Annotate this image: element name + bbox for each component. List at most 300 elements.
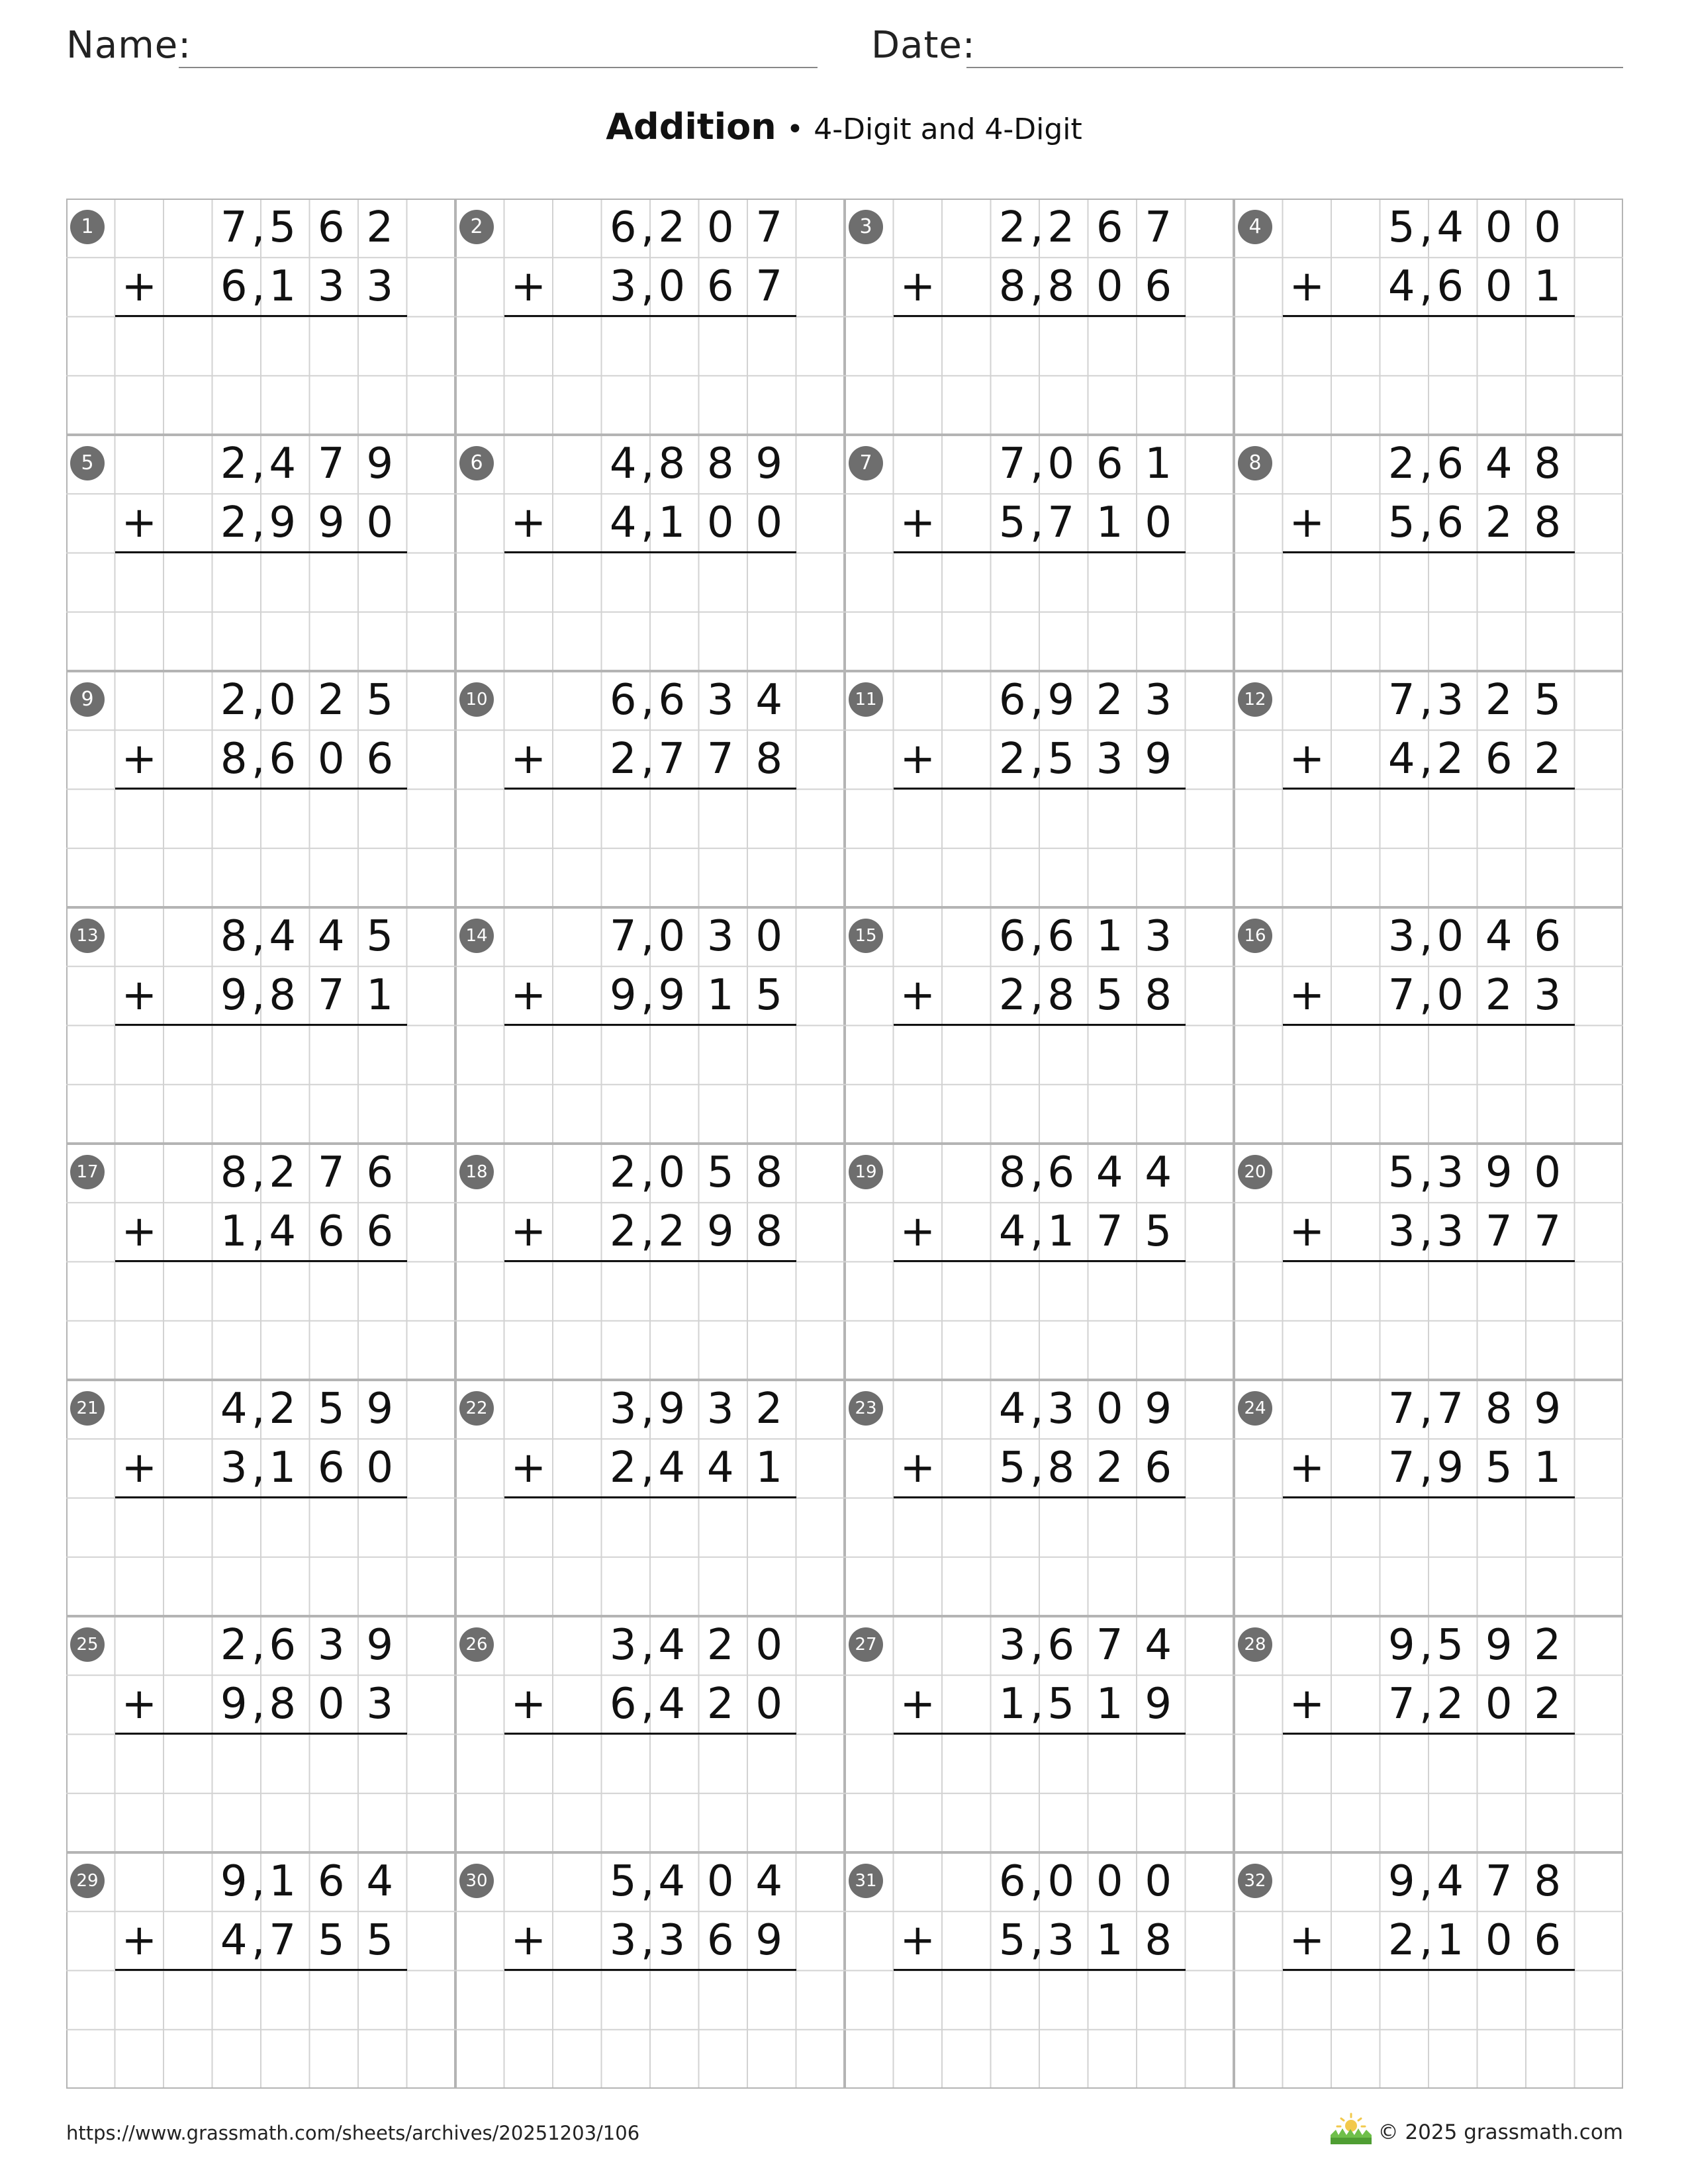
problem-12 — [1234, 671, 1623, 907]
thousands-comma: , — [641, 1621, 655, 1670]
digit: 0 — [755, 498, 783, 548]
answer-area[interactable] — [66, 1971, 455, 2089]
digit: 3 — [1047, 1385, 1075, 1433]
digit: 7 — [609, 912, 637, 961]
digit: 6 — [998, 1857, 1026, 1906]
digit: 6 — [1436, 262, 1464, 312]
digit: 3 — [1436, 676, 1464, 725]
digit: 5 — [755, 971, 783, 1021]
answer-area[interactable] — [845, 790, 1234, 908]
digit: 8 — [1047, 971, 1075, 1021]
digit: 0 — [1096, 1857, 1123, 1906]
thousands-comma: , — [641, 676, 655, 725]
addend-top — [1234, 199, 1623, 257]
digit: 0 — [1096, 1385, 1123, 1433]
thousands-comma: , — [641, 498, 655, 548]
problem-number-badge: 29 — [70, 1864, 105, 1898]
problem-number-badge: 30 — [459, 1864, 494, 1898]
digit: 9 — [755, 439, 783, 488]
digit: 4 — [220, 1916, 248, 1966]
digit: 2 — [706, 1680, 734, 1729]
plus-sign: + — [900, 735, 936, 784]
digit: 1 — [1096, 498, 1123, 548]
digit: 7 — [1047, 498, 1075, 548]
digit: 2 — [1436, 735, 1464, 784]
digit: 5 — [998, 1916, 1026, 1966]
addend-top — [1234, 1852, 1623, 1911]
digit: 1 — [366, 971, 394, 1021]
digit: 8 — [1534, 1857, 1562, 1906]
digit: 2 — [269, 1385, 297, 1433]
digit: 4 — [220, 1385, 248, 1433]
footer-copyright: © 2025 grassmath.com — [1378, 2120, 1623, 2144]
digit: 2 — [609, 1207, 637, 1257]
problem-sheet — [66, 199, 1623, 2089]
digit: 0 — [1485, 203, 1513, 252]
digit: 5 — [1387, 498, 1415, 548]
digit: 0 — [1145, 498, 1172, 548]
digit: 4 — [317, 912, 345, 961]
thousands-comma: , — [1030, 203, 1044, 252]
addend-top — [455, 435, 845, 494]
digit: 6 — [220, 262, 248, 312]
thousands-comma: , — [252, 1621, 265, 1670]
addend-top — [455, 671, 845, 730]
thousands-comma: , — [252, 1857, 265, 1906]
problem-number-badge: 3 — [849, 210, 883, 244]
answer-area[interactable] — [845, 1735, 1234, 1853]
digit: 4 — [658, 1680, 686, 1729]
thousands-comma: , — [252, 1148, 265, 1197]
digit: 0 — [706, 498, 734, 548]
digit: 4 — [609, 439, 637, 488]
problem-number-badge: 19 — [849, 1155, 883, 1189]
answer-area[interactable] — [1234, 1498, 1623, 1617]
plus-sign: + — [510, 262, 547, 311]
digit: 0 — [706, 203, 734, 252]
answer-area[interactable] — [845, 317, 1234, 435]
thousands-comma: , — [1030, 1857, 1044, 1906]
digit: 2 — [220, 498, 248, 548]
answer-area[interactable] — [66, 317, 455, 435]
digit: 5 — [1047, 1680, 1075, 1729]
digit: 0 — [1096, 262, 1123, 312]
digit: 2 — [998, 735, 1026, 784]
problem-15 — [845, 907, 1234, 1144]
digit: 9 — [366, 439, 394, 488]
digit: 1 — [1096, 1916, 1123, 1966]
digit: 2 — [1534, 1680, 1562, 1729]
digit: 1 — [1047, 1207, 1075, 1257]
answer-area[interactable] — [66, 1026, 455, 1144]
answer-area[interactable] — [845, 1498, 1234, 1617]
thousands-comma: , — [252, 676, 265, 725]
problem-number-badge: 1 — [70, 210, 105, 244]
addend-top — [845, 671, 1234, 730]
addend-top — [66, 435, 455, 494]
digit: 3 — [609, 1916, 637, 1966]
answer-area[interactable] — [66, 1498, 455, 1617]
digit: 6 — [998, 676, 1026, 725]
thousands-comma: , — [252, 1207, 265, 1257]
digit: 2 — [1047, 203, 1075, 252]
thousands-comma: , — [641, 971, 655, 1021]
digit: 3 — [1436, 1207, 1464, 1257]
problem-number-badge: 31 — [849, 1864, 883, 1898]
answer-area[interactable] — [455, 1971, 845, 2089]
digit: 3 — [1387, 912, 1415, 961]
problem-29 — [66, 1852, 455, 2089]
digit: 4 — [269, 1207, 297, 1257]
digit: 2 — [1534, 1621, 1562, 1670]
thousands-comma: , — [252, 262, 265, 312]
problem-32 — [1234, 1852, 1623, 2089]
digit: 2 — [998, 971, 1026, 1021]
thousands-comma: , — [641, 439, 655, 488]
thousands-comma: , — [641, 735, 655, 784]
digit: 8 — [1145, 1916, 1172, 1966]
digit: 1 — [220, 1207, 248, 1257]
digit: 6 — [609, 203, 637, 252]
answer-area[interactable] — [1234, 1971, 1623, 2089]
addend-top — [455, 199, 845, 257]
addend-top — [845, 1852, 1234, 1911]
digit: 7 — [998, 439, 1026, 488]
digit: 6 — [269, 1621, 297, 1670]
answer-area[interactable] — [1234, 317, 1623, 435]
problem-7 — [845, 435, 1234, 671]
digit: 6 — [1047, 912, 1075, 961]
answer-area[interactable] — [845, 1026, 1234, 1144]
digit: 8 — [1534, 498, 1562, 548]
plus-sign: + — [900, 262, 936, 311]
answer-area[interactable] — [845, 553, 1234, 672]
thousands-comma: , — [252, 498, 265, 548]
addend-top — [66, 1852, 455, 1911]
answer-area[interactable] — [66, 553, 455, 672]
digit: 3 — [1387, 1207, 1415, 1257]
problem-number-badge: 6 — [459, 446, 494, 480]
problem-number-badge: 13 — [70, 919, 105, 953]
answer-area[interactable] — [455, 790, 845, 908]
problem-20 — [1234, 1144, 1623, 1380]
digit: 8 — [755, 735, 783, 784]
digit: 9 — [658, 971, 686, 1021]
digit: 7 — [1534, 1207, 1562, 1257]
digit: 9 — [220, 971, 248, 1021]
problem-23 — [845, 1380, 1234, 1616]
answer-area[interactable] — [845, 1262, 1234, 1381]
problem-number-badge: 18 — [459, 1155, 494, 1189]
thousands-comma: , — [252, 971, 265, 1021]
digit: 0 — [317, 735, 345, 784]
thousands-comma: , — [1419, 1857, 1433, 1906]
problem-number-badge: 12 — [1238, 682, 1272, 717]
digit: 6 — [1485, 735, 1513, 784]
digit: 2 — [658, 1207, 686, 1257]
answer-area[interactable] — [1234, 553, 1623, 672]
digit: 5 — [1047, 735, 1075, 784]
digit: 0 — [755, 1680, 783, 1729]
thousands-comma: , — [252, 203, 265, 252]
digit: 3 — [1096, 735, 1123, 784]
digit: 4 — [1485, 439, 1513, 488]
digit: 4 — [706, 1443, 734, 1493]
answer-area[interactable] — [845, 1971, 1234, 2089]
answer-area[interactable] — [455, 1262, 845, 1381]
problem-31 — [845, 1852, 1234, 2089]
digit: 4 — [609, 498, 637, 548]
thousands-comma: , — [1030, 676, 1044, 725]
addend-top — [455, 1380, 845, 1439]
problem-number-badge: 22 — [459, 1391, 494, 1426]
thousands-comma: , — [1030, 735, 1044, 784]
digit: 3 — [706, 676, 734, 725]
digit: 3 — [317, 262, 345, 312]
digit: 0 — [366, 498, 394, 548]
thousands-comma: , — [1030, 262, 1044, 312]
answer-area[interactable] — [455, 1735, 845, 1853]
digit: 8 — [220, 735, 248, 784]
problem-1 — [66, 199, 455, 435]
thousands-comma: , — [641, 1207, 655, 1257]
digit: 4 — [1145, 1148, 1172, 1197]
plus-sign: + — [510, 1680, 547, 1729]
digit: 9 — [1485, 1148, 1513, 1197]
title-subtitle: 4-Digit and 4-Digit — [814, 113, 1082, 146]
digit: 3 — [317, 1621, 345, 1670]
problem-number-badge: 10 — [459, 682, 494, 717]
digit: 0 — [366, 1443, 394, 1493]
thousands-comma: , — [252, 439, 265, 488]
digit: 4 — [1485, 912, 1513, 961]
digit: 2 — [220, 676, 248, 725]
addend-top — [845, 435, 1234, 494]
problem-number-badge: 7 — [849, 446, 883, 480]
thousands-comma: , — [1030, 498, 1044, 548]
thousands-comma: , — [641, 1680, 655, 1729]
digit: 5 — [317, 1385, 345, 1433]
digit: 2 — [755, 1385, 783, 1433]
thousands-comma: , — [1419, 1680, 1433, 1729]
problem-number-badge: 4 — [1238, 210, 1272, 244]
digit: 4 — [1096, 1148, 1123, 1197]
digit: 4 — [269, 912, 297, 961]
digit: 3 — [366, 1680, 394, 1729]
problem-26 — [455, 1616, 845, 1852]
digit: 4 — [1436, 203, 1464, 252]
digit: 5 — [706, 1148, 734, 1197]
digit: 2 — [366, 203, 394, 252]
digit: 3 — [1436, 1148, 1464, 1197]
digit: 0 — [1145, 1857, 1172, 1906]
digit: 3 — [706, 1385, 734, 1433]
digit: 1 — [269, 262, 297, 312]
digit: 8 — [998, 262, 1026, 312]
digit: 1 — [269, 1443, 297, 1493]
worksheet-title — [0, 106, 1688, 148]
addend-top — [66, 1380, 455, 1439]
plus-sign: + — [510, 1443, 547, 1492]
digit: 3 — [706, 912, 734, 961]
digit: 2 — [1436, 1680, 1464, 1729]
digit: 6 — [1534, 1916, 1562, 1966]
digit: 6 — [609, 1680, 637, 1729]
addend-top — [66, 1616, 455, 1675]
date-field-line[interactable] — [966, 67, 1623, 68]
plus-sign: + — [121, 1443, 158, 1492]
digit: 9 — [658, 1385, 686, 1433]
thousands-comma: , — [1030, 1207, 1044, 1257]
digit: 2 — [1485, 498, 1513, 548]
digit: 4 — [998, 1207, 1026, 1257]
digit: 1 — [755, 1443, 783, 1493]
plus-sign: + — [1289, 1207, 1325, 1256]
digit: 7 — [1485, 1857, 1513, 1906]
digit: 5 — [366, 912, 394, 961]
thousands-comma: , — [641, 1385, 655, 1433]
digit: 9 — [1145, 735, 1172, 784]
digit: 4 — [366, 1857, 394, 1906]
answer-area[interactable] — [1234, 790, 1623, 908]
digit: 1 — [706, 971, 734, 1021]
digit: 2 — [220, 439, 248, 488]
problem-number-badge: 26 — [459, 1627, 494, 1662]
digit: 0 — [1436, 912, 1464, 961]
addend-top — [845, 907, 1234, 966]
problem-22 — [455, 1380, 845, 1616]
digit: 2 — [706, 1621, 734, 1670]
digit: 3 — [1534, 971, 1562, 1021]
addend-top — [1234, 671, 1623, 730]
thousands-comma: , — [252, 912, 265, 961]
name-field-line[interactable] — [179, 67, 818, 68]
answer-area[interactable] — [66, 1262, 455, 1381]
thousands-comma: , — [1419, 1443, 1433, 1493]
digit: 3 — [1145, 912, 1172, 961]
digit: 2 — [1485, 971, 1513, 1021]
problem-number-badge: 28 — [1238, 1627, 1272, 1662]
thousands-comma: , — [1419, 1148, 1433, 1197]
answer-area[interactable] — [1234, 1026, 1623, 1144]
digit: 8 — [220, 912, 248, 961]
plus-sign: + — [121, 1207, 158, 1256]
thousands-comma: , — [1419, 1916, 1433, 1966]
digit: 6 — [706, 1916, 734, 1966]
thousands-comma: , — [1419, 971, 1433, 1021]
answer-area[interactable] — [455, 553, 845, 672]
thousands-comma: , — [1419, 203, 1433, 252]
answer-area[interactable] — [455, 1498, 845, 1617]
digit: 2 — [1485, 676, 1513, 725]
digit: 2 — [658, 203, 686, 252]
problem-10 — [455, 671, 845, 907]
digit: 8 — [1145, 971, 1172, 1021]
digit: 6 — [998, 912, 1026, 961]
digit: 8 — [755, 1207, 783, 1257]
problem-24 — [1234, 1380, 1623, 1616]
digit: 1 — [1096, 1680, 1123, 1729]
answer-area[interactable] — [455, 317, 845, 435]
digit: 2 — [998, 203, 1026, 252]
plus-sign: + — [510, 1207, 547, 1256]
digit: 8 — [706, 439, 734, 488]
digit: 8 — [269, 1680, 297, 1729]
answer-area[interactable] — [1234, 1735, 1623, 1853]
date-label: Date: — [871, 24, 976, 67]
digit: 3 — [609, 262, 637, 312]
plus-sign: + — [900, 1207, 936, 1256]
digit: 3 — [220, 1443, 248, 1493]
plus-sign: + — [1289, 262, 1325, 311]
digit: 6 — [1096, 203, 1123, 252]
problem-number-badge: 2 — [459, 210, 494, 244]
digit: 3 — [366, 262, 394, 312]
digit: 0 — [658, 1148, 686, 1197]
digit: 9 — [755, 1916, 783, 1966]
digit: 0 — [269, 676, 297, 725]
answer-area[interactable] — [1234, 1262, 1623, 1381]
digit: 2 — [1096, 1443, 1123, 1493]
answer-area[interactable] — [66, 790, 455, 908]
thousands-comma: , — [641, 1148, 655, 1197]
digit: 5 — [1387, 1148, 1415, 1197]
grass-sun-logo-icon — [1328, 2111, 1374, 2146]
problem-8 — [1234, 435, 1623, 671]
digit: 7 — [220, 203, 248, 252]
digit: 2 — [317, 676, 345, 725]
problem-5 — [66, 435, 455, 671]
plus-sign: + — [121, 262, 158, 311]
digit: 0 — [706, 1857, 734, 1906]
digit: 6 — [317, 1857, 345, 1906]
addend-top — [845, 199, 1234, 257]
digit: 5 — [1485, 1443, 1513, 1493]
addend-top — [1234, 1144, 1623, 1203]
thousands-comma: , — [1030, 912, 1044, 961]
thousands-comma: , — [1419, 439, 1433, 488]
thousands-comma: , — [1030, 971, 1044, 1021]
plus-sign: + — [510, 971, 547, 1020]
digit: 6 — [1534, 912, 1562, 961]
thousands-comma: , — [252, 1680, 265, 1729]
digit: 7 — [1387, 1385, 1415, 1433]
problem-number-badge: 16 — [1238, 919, 1272, 953]
problem-27 — [845, 1616, 1234, 1852]
problem-30 — [455, 1852, 845, 2089]
plus-sign: + — [121, 971, 158, 1020]
footer-url[interactable]: https://www.grassmath.com/sheets/archives/20251203/106 — [66, 2122, 640, 2144]
digit: 4 — [658, 1621, 686, 1670]
digit: 4 — [1145, 1621, 1172, 1670]
digit: 2 — [220, 1621, 248, 1670]
addend-top — [455, 1852, 845, 1911]
problem-number-badge: 8 — [1238, 446, 1272, 480]
digit: 6 — [1436, 439, 1464, 488]
digit: 9 — [609, 971, 637, 1021]
answer-area[interactable] — [455, 1026, 845, 1144]
digit: 6 — [317, 1443, 345, 1493]
digit: 6 — [269, 735, 297, 784]
problem-9 — [66, 671, 455, 907]
problem-17 — [66, 1144, 455, 1380]
title-bullet: • — [786, 113, 804, 146]
answer-area[interactable] — [66, 1735, 455, 1853]
digit: 7 — [755, 203, 783, 252]
digit: 9 — [1534, 1385, 1562, 1433]
digit: 7 — [1387, 676, 1415, 725]
digit: 5 — [317, 1916, 345, 1966]
